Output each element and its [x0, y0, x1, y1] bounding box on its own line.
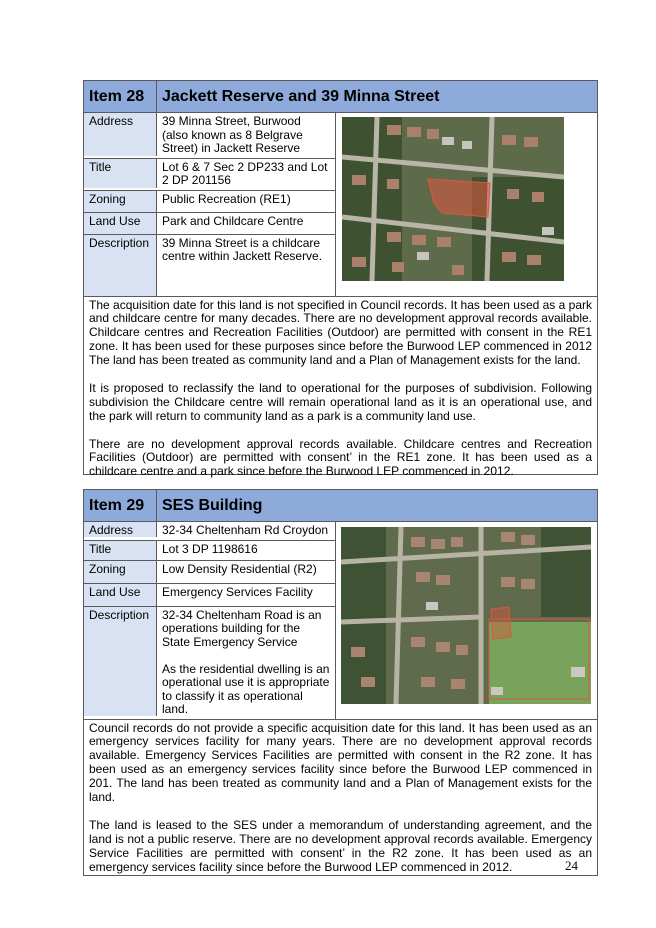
description-value-2: As the residential dwelling is an operational use it is appropriate to classify it as operational land. — [162, 661, 330, 716]
item-header — [84, 490, 597, 522]
description-row — [84, 607, 335, 719]
zoning-label: Zoning — [84, 561, 157, 583]
land-use-row — [84, 213, 335, 235]
land-use-value: Emergency Services Facility — [162, 584, 313, 599]
aerial-photo — [336, 113, 597, 296]
item-number: Item 28 — [84, 81, 157, 112]
zoning-row — [84, 561, 335, 584]
zoning-label: Zoning — [84, 191, 157, 212]
address-value: 32-34 Cheltenham Rd Croydon — [162, 523, 329, 537]
title-value: Lot 3 DP 1198616 — [162, 541, 258, 556]
zoning-value: Low Density Residential (R2) — [162, 561, 317, 576]
paragraph: The acquisition date for this land is not specified in Council records. It has been used as a park and childcare centre for many decades. There are no development approval records available. Childcare centres and Recreation Facilities (Outdoor) are permitted with consent in the RE1 zone. It has been used for these purposes since before the Burwood LEP commenced in 2012 The land has been treated as community land and a Plan of Management exists for the land. — [89, 297, 592, 368]
address-label: Address — [84, 113, 157, 156]
item-title: Jackett Reserve and 39 Minna Street — [162, 88, 440, 105]
property-details — [84, 522, 597, 720]
aerial-map-image — [341, 527, 591, 704]
land-use-label: Land Use — [84, 213, 157, 234]
paragraph: Council records do not provide a specific acquisition date for this land. It has been used as an emergency services facility for many years. There are no development approval records available. Emergency Services Facilities are permitted with consent in the R2 zone. It has been used as an emergency services facility since before the Burwood LEP commenced in 201. The land has been treated as community land and a Plan of Management exists for the land. — [89, 720, 592, 805]
description-row — [84, 235, 335, 296]
item-number: Item 29 — [84, 490, 157, 521]
paragraph: The land is leased to the SES under a memorandum of understanding agreement, and the land is not a public reserve. There are no development approval records available. Emergency Service Facilities are permitted with consent’ in the R2 zone. It has been used as an emergency services facility since before the Burwood LEP commenced in 2012. — [89, 817, 592, 874]
paragraph: There are no development approval records available. Childcare centres and Recreation Facilities (Outdoor) are permitted with consent’ in the RE1 zone. It has been used as a childcare centre and a park since before the Burwood LEP commenced in 2012. — [89, 436, 592, 479]
land-use-row — [84, 584, 335, 607]
title-value: Lot 6 & 7 Sec 2 DP233 and Lot 2 DP 201156 — [162, 159, 328, 187]
zoning-row — [84, 191, 335, 213]
land-use-label: Land Use — [84, 584, 157, 606]
item-28-commentary — [84, 297, 597, 479]
aerial-map-image — [342, 117, 564, 281]
address-row — [84, 113, 335, 159]
address-value: 39 Minna Street, Burwood (also known as 8 Belgrave Street) in Jackett Reserve — [162, 114, 303, 155]
description-label: Description — [84, 235, 157, 296]
land-use-value: Park and Childcare Centre — [162, 213, 304, 228]
page-number: 24 — [565, 858, 578, 873]
address-row — [84, 522, 335, 541]
item-header — [84, 81, 597, 113]
title-label: Title — [84, 159, 157, 188]
title-label: Title — [84, 541, 157, 560]
paragraph: It is proposed to reclassify the land to operational for the purposes of subdivision. Following subdivision the Childcare centre will remain operational land as it is an operational use, and the park will return to community land as a park is a community land use. — [89, 380, 592, 423]
title-row — [84, 541, 335, 561]
description-value: 39 Minna Street is a childcare centre within Jackett Reserve. — [162, 235, 323, 263]
item-28-table — [83, 80, 598, 479]
property-details — [84, 113, 597, 297]
item-29-table — [83, 489, 598, 876]
item-29-commentary — [84, 720, 597, 876]
description-label: Description — [84, 607, 157, 716]
aerial-photo — [336, 522, 597, 719]
address-label: Address — [84, 522, 157, 537]
description-value: 32-34 Cheltenham Road is an operations building for the State Emergency Service — [162, 607, 322, 649]
item-title: SES Building — [162, 497, 263, 514]
title-row — [84, 159, 335, 191]
zoning-value: Public Recreation (RE1) — [162, 191, 291, 206]
